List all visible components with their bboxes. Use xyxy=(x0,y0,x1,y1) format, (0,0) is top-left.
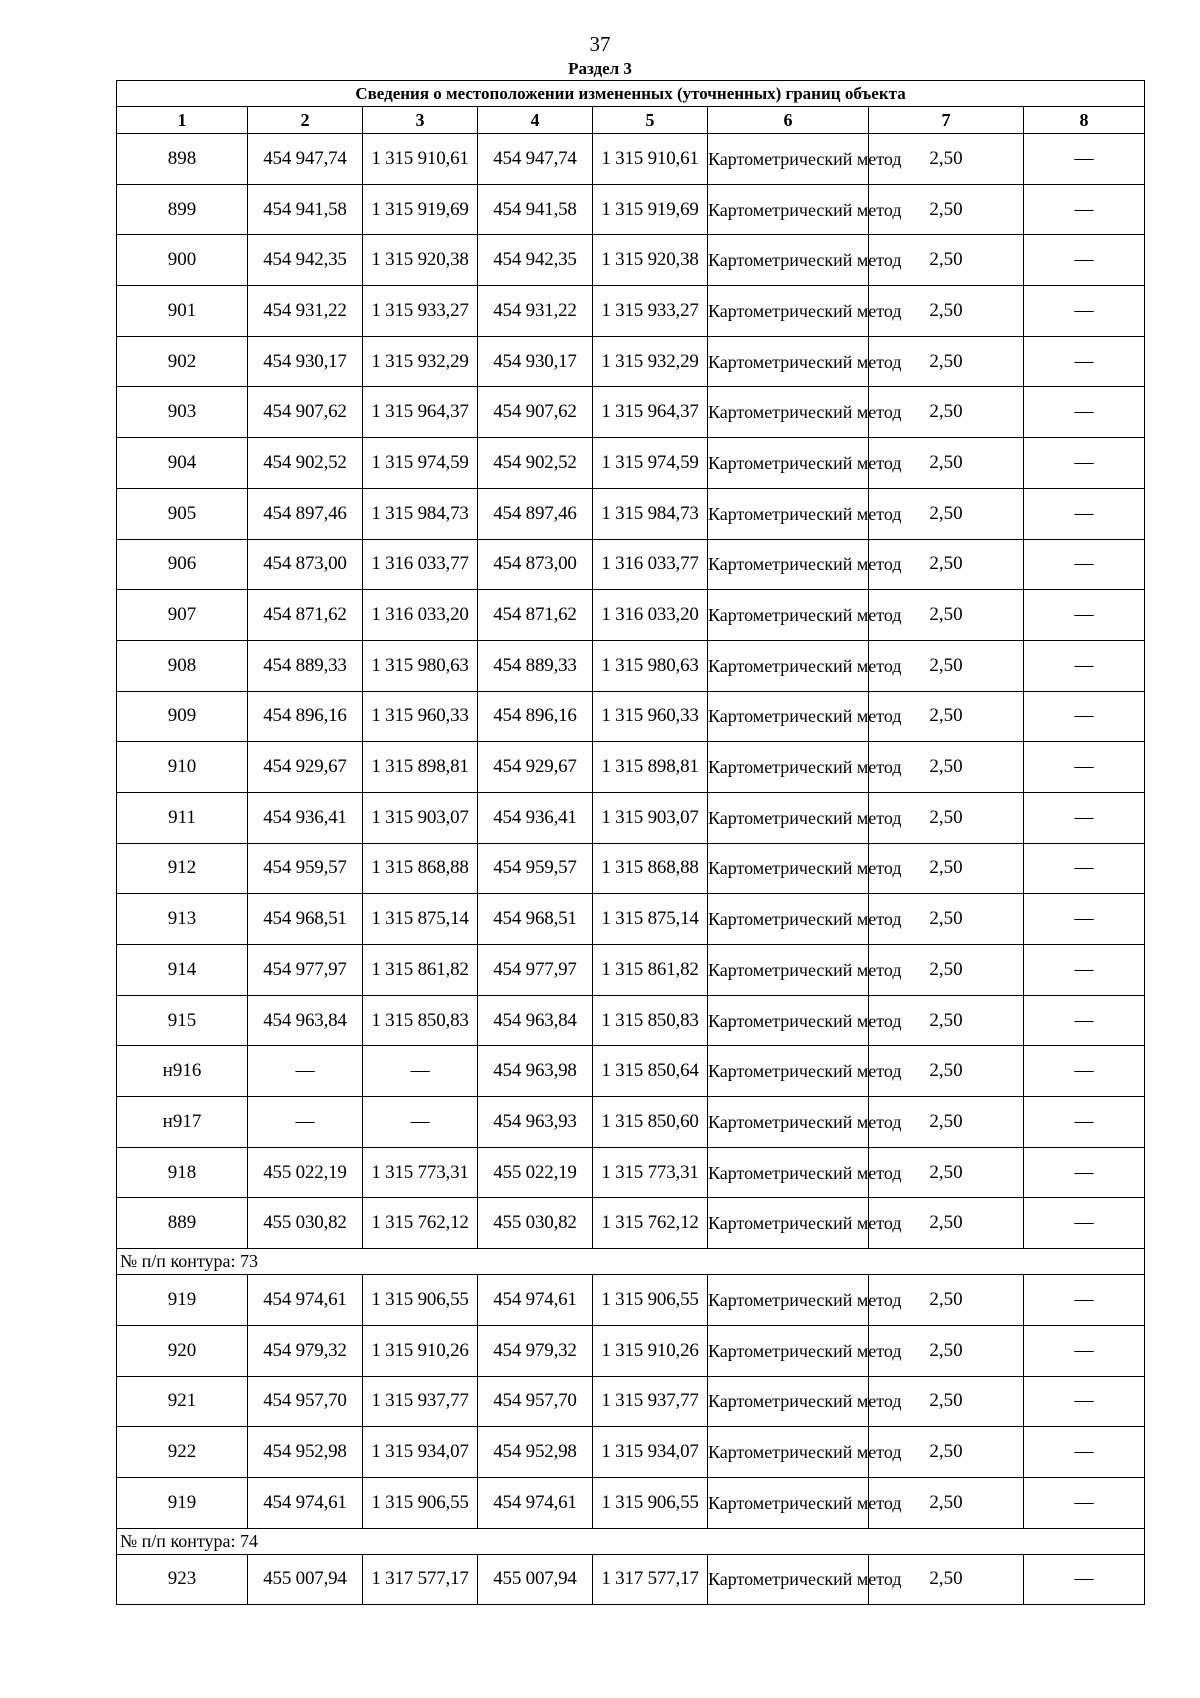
point-number-cell: 907 xyxy=(117,590,248,641)
new-y-cell: 1 315 937,77 xyxy=(593,1376,708,1427)
accuracy-cell: 2,50 xyxy=(869,894,1024,945)
method-cell: Картометрический метод xyxy=(708,1275,869,1326)
point-number-cell: 901 xyxy=(117,286,248,337)
old-y-cell: 1 315 980,63 xyxy=(363,640,478,691)
new-y-cell: 1 315 933,27 xyxy=(593,286,708,337)
old-x-cell: 454 871,62 xyxy=(248,590,363,641)
old-y-cell: 1 315 903,07 xyxy=(363,792,478,843)
accuracy-cell: 2,50 xyxy=(869,1198,1024,1249)
accuracy-cell: 2,50 xyxy=(869,184,1024,235)
new-x-cell: 454 873,00 xyxy=(478,539,593,590)
header-row xyxy=(117,107,1145,134)
table-row xyxy=(117,792,1145,843)
accuracy-cell: 2,50 xyxy=(869,336,1024,387)
new-y-cell: 1 315 960,33 xyxy=(593,691,708,742)
point-number-cell: 914 xyxy=(117,945,248,996)
old-y-cell: 1 315 906,55 xyxy=(363,1275,478,1326)
point-number-cell: 910 xyxy=(117,742,248,793)
accuracy-cell: 2,50 xyxy=(869,1554,1024,1605)
old-x-cell: 455 030,82 xyxy=(248,1198,363,1249)
table-row xyxy=(117,590,1145,641)
new-y-cell: 1 315 762,12 xyxy=(593,1198,708,1249)
old-x-cell: 454 947,74 xyxy=(248,134,363,185)
description-cell: — xyxy=(1024,1477,1145,1528)
old-y-cell: 1 316 033,77 xyxy=(363,539,478,590)
new-y-cell: 1 315 910,26 xyxy=(593,1325,708,1376)
new-x-cell: 454 896,16 xyxy=(478,691,593,742)
accuracy-cell: 2,50 xyxy=(869,539,1024,590)
accuracy-cell: 2,50 xyxy=(869,488,1024,539)
method-cell: Картометрический метод xyxy=(708,1554,869,1605)
new-y-cell: 1 315 850,83 xyxy=(593,995,708,1046)
method-cell: Картометрический метод xyxy=(708,691,869,742)
description-cell: — xyxy=(1024,488,1145,539)
old-x-cell: 455 007,94 xyxy=(248,1554,363,1605)
method-cell: Картометрический метод xyxy=(708,894,869,945)
method-cell: Картометрический метод xyxy=(708,1198,869,1249)
new-x-cell: 454 947,74 xyxy=(478,134,593,185)
old-y-cell: — xyxy=(363,1046,478,1097)
table-row xyxy=(117,742,1145,793)
new-x-cell: 454 902,52 xyxy=(478,438,593,489)
table-row xyxy=(117,640,1145,691)
method-cell: Картометрический метод xyxy=(708,387,869,438)
method-cell: Картометрический метод xyxy=(708,336,869,387)
table-title-row xyxy=(117,81,1145,107)
table-body xyxy=(117,81,1145,1605)
method-cell: Картометрический метод xyxy=(708,843,869,894)
point-number-cell: 918 xyxy=(117,1147,248,1198)
contour-label: № п/п контура: 73 xyxy=(117,1249,1145,1275)
method-cell: Картометрический метод xyxy=(708,539,869,590)
old-y-cell: 1 315 919,69 xyxy=(363,184,478,235)
old-x-cell: 454 979,32 xyxy=(248,1325,363,1376)
header-cell: 5 xyxy=(593,107,708,134)
table-row xyxy=(117,286,1145,337)
description-cell: — xyxy=(1024,184,1145,235)
table-row xyxy=(117,184,1145,235)
new-x-cell: 454 963,93 xyxy=(478,1097,593,1148)
old-x-cell: 454 873,00 xyxy=(248,539,363,590)
old-y-cell: 1 315 898,81 xyxy=(363,742,478,793)
method-cell: Картометрический метод xyxy=(708,1477,869,1528)
new-x-cell: 454 959,57 xyxy=(478,843,593,894)
old-x-cell: 454 968,51 xyxy=(248,894,363,945)
old-y-cell: 1 315 934,07 xyxy=(363,1427,478,1478)
new-y-cell: 1 316 033,20 xyxy=(593,590,708,641)
accuracy-cell: 2,50 xyxy=(869,995,1024,1046)
old-y-cell: 1 315 850,83 xyxy=(363,995,478,1046)
header-cell: 2 xyxy=(248,107,363,134)
new-y-cell: 1 315 984,73 xyxy=(593,488,708,539)
description-cell: — xyxy=(1024,742,1145,793)
old-x-cell: 454 974,61 xyxy=(248,1275,363,1326)
new-x-cell: 454 942,35 xyxy=(478,235,593,286)
point-number-cell: 902 xyxy=(117,336,248,387)
old-x-cell: 454 936,41 xyxy=(248,792,363,843)
old-y-cell: 1 315 868,88 xyxy=(363,843,478,894)
description-cell: — xyxy=(1024,134,1145,185)
boundary-table xyxy=(116,80,1145,1605)
method-cell: Картометрический метод xyxy=(708,1376,869,1427)
new-y-cell: 1 315 910,61 xyxy=(593,134,708,185)
old-y-cell: — xyxy=(363,1097,478,1148)
point-number-cell: 889 xyxy=(117,1198,248,1249)
old-x-cell: 454 896,16 xyxy=(248,691,363,742)
accuracy-cell: 2,50 xyxy=(869,1097,1024,1148)
method-cell: Картометрический метод xyxy=(708,1325,869,1376)
point-number-cell: 919 xyxy=(117,1275,248,1326)
new-x-cell: 455 030,82 xyxy=(478,1198,593,1249)
new-y-cell: 1 315 919,69 xyxy=(593,184,708,235)
old-x-cell: 454 977,97 xyxy=(248,945,363,996)
point-number-cell: 922 xyxy=(117,1427,248,1478)
description-cell: — xyxy=(1024,1376,1145,1427)
point-number-cell: н917 xyxy=(117,1097,248,1148)
table-row xyxy=(117,387,1145,438)
accuracy-cell: 2,50 xyxy=(869,640,1024,691)
header-cell: 3 xyxy=(363,107,478,134)
new-y-cell: 1 315 903,07 xyxy=(593,792,708,843)
description-cell: — xyxy=(1024,539,1145,590)
point-number-cell: 904 xyxy=(117,438,248,489)
old-y-cell: 1 315 960,33 xyxy=(363,691,478,742)
table-row xyxy=(117,1275,1145,1326)
point-number-cell: 900 xyxy=(117,235,248,286)
new-y-cell: 1 315 850,64 xyxy=(593,1046,708,1097)
point-number-cell: 908 xyxy=(117,640,248,691)
new-x-cell: 454 936,41 xyxy=(478,792,593,843)
table-row xyxy=(117,438,1145,489)
new-x-cell: 454 963,84 xyxy=(478,995,593,1046)
point-number-cell: 906 xyxy=(117,539,248,590)
new-y-cell: 1 315 934,07 xyxy=(593,1427,708,1478)
table-row xyxy=(117,1325,1145,1376)
accuracy-cell: 2,50 xyxy=(869,235,1024,286)
new-x-cell: 454 957,70 xyxy=(478,1376,593,1427)
method-cell: Картометрический метод xyxy=(708,640,869,691)
description-cell: — xyxy=(1024,336,1145,387)
table-row xyxy=(117,1046,1145,1097)
table-title: Сведения о местоположении измененных (уточненных) границ объекта xyxy=(117,81,1145,107)
new-y-cell: 1 315 773,31 xyxy=(593,1147,708,1198)
old-x-cell: 454 963,84 xyxy=(248,995,363,1046)
table-row xyxy=(117,1554,1145,1605)
new-x-cell: 454 889,33 xyxy=(478,640,593,691)
table-row xyxy=(117,488,1145,539)
new-y-cell: 1 315 974,59 xyxy=(593,438,708,489)
new-x-cell: 454 941,58 xyxy=(478,184,593,235)
table-row xyxy=(117,843,1145,894)
point-number-cell: 923 xyxy=(117,1554,248,1605)
new-x-cell: 454 907,62 xyxy=(478,387,593,438)
new-y-cell: 1 315 850,60 xyxy=(593,1097,708,1148)
table-row xyxy=(117,1147,1145,1198)
description-cell: — xyxy=(1024,1198,1145,1249)
table-row xyxy=(117,336,1145,387)
point-number-cell: н916 xyxy=(117,1046,248,1097)
old-y-cell: 1 315 920,38 xyxy=(363,235,478,286)
old-x-cell: 454 931,22 xyxy=(248,286,363,337)
point-number-cell: 913 xyxy=(117,894,248,945)
method-cell: Картометрический метод xyxy=(708,1427,869,1478)
description-cell: — xyxy=(1024,843,1145,894)
old-y-cell: 1 315 933,27 xyxy=(363,286,478,337)
new-x-cell: 454 974,61 xyxy=(478,1477,593,1528)
new-y-cell: 1 315 932,29 xyxy=(593,336,708,387)
old-y-cell: 1 315 773,31 xyxy=(363,1147,478,1198)
new-y-cell: 1 315 875,14 xyxy=(593,894,708,945)
new-x-cell: 455 022,19 xyxy=(478,1147,593,1198)
table-row xyxy=(117,1477,1145,1528)
accuracy-cell: 2,50 xyxy=(869,792,1024,843)
method-cell: Картометрический метод xyxy=(708,792,869,843)
accuracy-cell: 2,50 xyxy=(869,945,1024,996)
table-row xyxy=(117,1097,1145,1148)
table-row xyxy=(117,691,1145,742)
method-cell: Картометрический метод xyxy=(708,1147,869,1198)
accuracy-cell: 2,50 xyxy=(869,134,1024,185)
old-x-cell: 454 907,62 xyxy=(248,387,363,438)
description-cell: — xyxy=(1024,438,1145,489)
new-y-cell: 1 315 868,88 xyxy=(593,843,708,894)
method-cell: Картометрический метод xyxy=(708,1097,869,1148)
new-y-cell: 1 315 861,82 xyxy=(593,945,708,996)
accuracy-cell: 2,50 xyxy=(869,590,1024,641)
point-number-cell: 909 xyxy=(117,691,248,742)
section-title: Раздел 3 xyxy=(568,59,632,78)
accuracy-cell: 2,50 xyxy=(869,1147,1024,1198)
old-y-cell: 1 315 875,14 xyxy=(363,894,478,945)
description-cell: — xyxy=(1024,640,1145,691)
description-cell: — xyxy=(1024,1325,1145,1376)
point-number-cell: 912 xyxy=(117,843,248,894)
new-x-cell: 454 968,51 xyxy=(478,894,593,945)
point-number-cell: 898 xyxy=(117,134,248,185)
new-y-cell: 1 315 920,38 xyxy=(593,235,708,286)
point-number-cell: 920 xyxy=(117,1325,248,1376)
method-cell: Картометрический метод xyxy=(708,286,869,337)
header-cell: 8 xyxy=(1024,107,1145,134)
table-row xyxy=(117,235,1145,286)
new-y-cell: 1 317 577,17 xyxy=(593,1554,708,1605)
description-cell: — xyxy=(1024,1147,1145,1198)
accuracy-cell: 2,50 xyxy=(869,1046,1024,1097)
point-number-cell: 899 xyxy=(117,184,248,235)
old-y-cell: 1 315 964,37 xyxy=(363,387,478,438)
new-x-cell: 454 931,22 xyxy=(478,286,593,337)
accuracy-cell: 2,50 xyxy=(869,1477,1024,1528)
description-cell: — xyxy=(1024,691,1145,742)
new-x-cell: 454 930,17 xyxy=(478,336,593,387)
accuracy-cell: 2,50 xyxy=(869,742,1024,793)
header-cell: 4 xyxy=(478,107,593,134)
contour-label: № п/п контура: 74 xyxy=(117,1528,1145,1554)
old-x-cell: 454 952,98 xyxy=(248,1427,363,1478)
new-x-cell: 454 897,46 xyxy=(478,488,593,539)
description-cell: — xyxy=(1024,792,1145,843)
description-cell: — xyxy=(1024,945,1145,996)
method-cell: Картометрический метод xyxy=(708,590,869,641)
old-y-cell: 1 315 910,26 xyxy=(363,1325,478,1376)
description-cell: — xyxy=(1024,995,1145,1046)
point-number-cell: 911 xyxy=(117,792,248,843)
method-cell: Картометрический метод xyxy=(708,995,869,1046)
method-cell: Картометрический метод xyxy=(708,438,869,489)
new-y-cell: 1 316 033,77 xyxy=(593,539,708,590)
description-cell: — xyxy=(1024,235,1145,286)
accuracy-cell: 2,50 xyxy=(869,843,1024,894)
old-y-cell: 1 315 984,73 xyxy=(363,488,478,539)
point-number-cell: 903 xyxy=(117,387,248,438)
old-x-cell: 454 889,33 xyxy=(248,640,363,691)
method-cell: Картометрический метод xyxy=(708,184,869,235)
old-y-cell: 1 317 577,17 xyxy=(363,1554,478,1605)
table-row xyxy=(117,1427,1145,1478)
old-y-cell: 1 315 974,59 xyxy=(363,438,478,489)
accuracy-cell: 2,50 xyxy=(869,1376,1024,1427)
new-x-cell: 454 929,67 xyxy=(478,742,593,793)
description-cell: — xyxy=(1024,387,1145,438)
method-cell: Картометрический метод xyxy=(708,1046,869,1097)
new-x-cell: 454 952,98 xyxy=(478,1427,593,1478)
method-cell: Картометрический метод xyxy=(708,488,869,539)
old-x-cell: 455 022,19 xyxy=(248,1147,363,1198)
table-row xyxy=(117,894,1145,945)
page-number: 37 xyxy=(589,32,611,56)
table-row xyxy=(117,1376,1145,1427)
old-y-cell: 1 315 932,29 xyxy=(363,336,478,387)
old-x-cell: 454 974,61 xyxy=(248,1477,363,1528)
old-x-cell: 454 957,70 xyxy=(248,1376,363,1427)
old-y-cell: 1 315 906,55 xyxy=(363,1477,478,1528)
description-cell: — xyxy=(1024,1046,1145,1097)
table-row xyxy=(117,539,1145,590)
accuracy-cell: 2,50 xyxy=(869,691,1024,742)
description-cell: — xyxy=(1024,286,1145,337)
table-row xyxy=(117,134,1145,185)
table-row xyxy=(117,995,1145,1046)
old-y-cell: 1 315 861,82 xyxy=(363,945,478,996)
new-x-cell: 454 977,97 xyxy=(478,945,593,996)
description-cell: — xyxy=(1024,590,1145,641)
new-y-cell: 1 315 906,55 xyxy=(593,1477,708,1528)
old-x-cell: 454 941,58 xyxy=(248,184,363,235)
old-x-cell: 454 929,67 xyxy=(248,742,363,793)
contour-row xyxy=(117,1249,1145,1275)
old-y-cell: 1 315 910,61 xyxy=(363,134,478,185)
old-y-cell: 1 315 937,77 xyxy=(363,1376,478,1427)
old-x-cell: 454 902,52 xyxy=(248,438,363,489)
new-x-cell: 454 974,61 xyxy=(478,1275,593,1326)
table-row xyxy=(117,945,1145,996)
old-x-cell: 454 897,46 xyxy=(248,488,363,539)
description-cell: — xyxy=(1024,894,1145,945)
point-number-cell: 905 xyxy=(117,488,248,539)
new-x-cell: 454 871,62 xyxy=(478,590,593,641)
new-y-cell: 1 315 980,63 xyxy=(593,640,708,691)
header-cell: 7 xyxy=(869,107,1024,134)
old-x-cell: 454 942,35 xyxy=(248,235,363,286)
accuracy-cell: 2,50 xyxy=(869,1275,1024,1326)
new-x-cell: 455 007,94 xyxy=(478,1554,593,1605)
accuracy-cell: 2,50 xyxy=(869,387,1024,438)
old-y-cell: 1 315 762,12 xyxy=(363,1198,478,1249)
accuracy-cell: 2,50 xyxy=(869,1325,1024,1376)
new-y-cell: 1 315 964,37 xyxy=(593,387,708,438)
header-cell: 6 xyxy=(708,107,869,134)
old-x-cell: 454 959,57 xyxy=(248,843,363,894)
new-x-cell: 454 963,98 xyxy=(478,1046,593,1097)
point-number-cell: 919 xyxy=(117,1477,248,1528)
method-cell: Картометрический метод xyxy=(708,134,869,185)
point-number-cell: 915 xyxy=(117,995,248,1046)
description-cell: — xyxy=(1024,1097,1145,1148)
accuracy-cell: 2,50 xyxy=(869,286,1024,337)
table-row xyxy=(117,1198,1145,1249)
description-cell: — xyxy=(1024,1427,1145,1478)
old-y-cell: 1 316 033,20 xyxy=(363,590,478,641)
method-cell: Картометрический метод xyxy=(708,235,869,286)
new-y-cell: 1 315 906,55 xyxy=(593,1275,708,1326)
new-x-cell: 454 979,32 xyxy=(478,1325,593,1376)
header-cell: 1 xyxy=(117,107,248,134)
accuracy-cell: 2,50 xyxy=(869,438,1024,489)
description-cell: — xyxy=(1024,1554,1145,1605)
old-x-cell: — xyxy=(248,1046,363,1097)
new-y-cell: 1 315 898,81 xyxy=(593,742,708,793)
old-x-cell: — xyxy=(248,1097,363,1148)
contour-row xyxy=(117,1528,1145,1554)
point-number-cell: 921 xyxy=(117,1376,248,1427)
method-cell: Картометрический метод xyxy=(708,742,869,793)
accuracy-cell: 2,50 xyxy=(869,1427,1024,1478)
old-x-cell: 454 930,17 xyxy=(248,336,363,387)
description-cell: — xyxy=(1024,1275,1145,1326)
method-cell: Картометрический метод xyxy=(708,945,869,996)
